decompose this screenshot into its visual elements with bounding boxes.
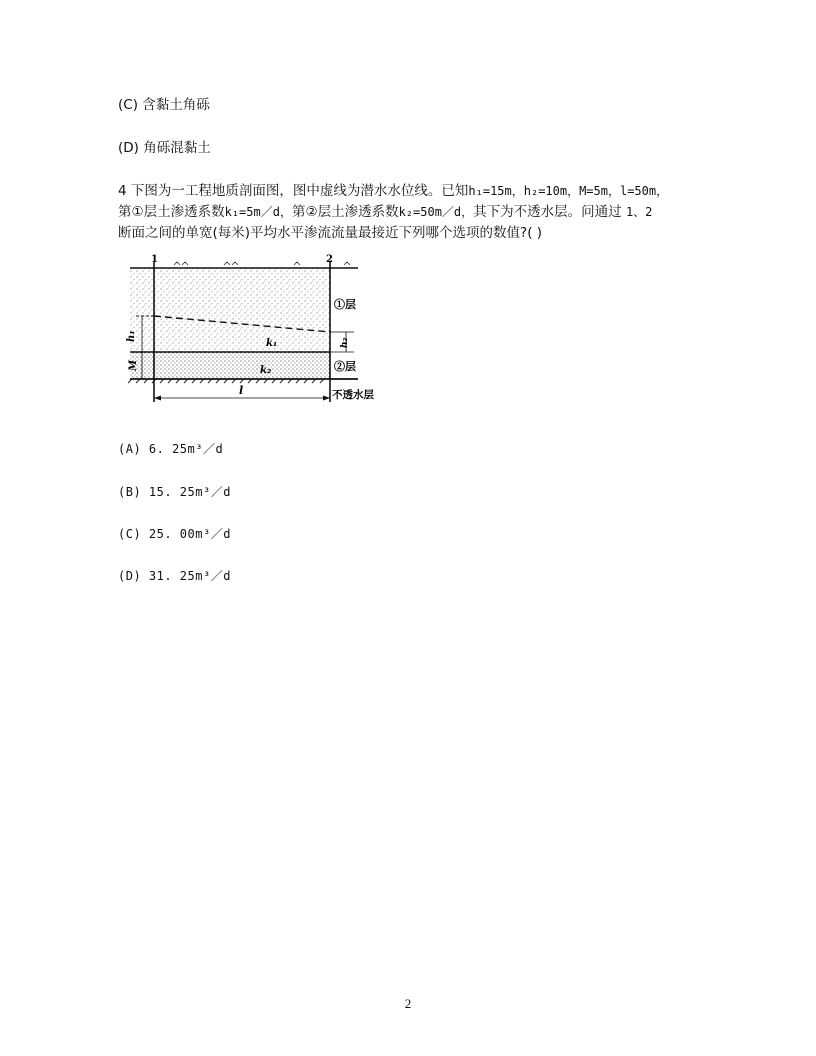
option-b: (B) 15. 25m³／d [118,485,231,499]
grass-marks [174,262,350,265]
impervious-label: 不透水层 [332,389,374,401]
question-text-2d: k₂=50m／d， [398,205,474,219]
question-text-2a: 第①层土渗透系数 [118,204,225,220]
layer-2-fill [130,352,330,379]
geologic-section-figure [124,252,394,412]
page-number: 2 [404,996,412,1011]
option-d-prev: (D) 角砾混黏土 [118,140,211,156]
option-c-prev: (C) 含黏土角砾 [118,97,210,113]
question-text-2e: 其下为不透水层。问通过 [473,204,622,220]
k1-label: k₁ [266,338,278,349]
question-text-2c: 第②层土渗透系数 [291,204,399,220]
m-label: M [128,359,139,371]
question-number: 4 [118,183,127,199]
layer-2-label: ②层 [334,360,356,373]
option-c: (C) 25. 00m³／d [118,527,231,541]
option-d: (D) 31. 25m³／d [118,569,231,583]
l-label: l [239,384,244,397]
h2-label: h₂ [340,337,350,348]
question-text-1b: h₁=15m，h₂=10m，M=5m，l=50m， [468,184,669,198]
question-text-1a: 下图为一工程地质剖面图，图中虚线为潜水水位线。已知 [130,183,469,199]
layer-1-fill [130,268,330,352]
section-1-label: 1 [151,254,158,265]
question-text-2f: 1、2 [625,205,653,219]
k2-label: k₂ [260,365,272,376]
question-text-2b: k₁=5m／d， [224,205,292,219]
section-2-label: 2 [326,254,333,265]
layer-1-label: ①层 [334,298,356,311]
option-a: (A) 6. 25m³／d [118,442,224,456]
h1-label: h₁ [126,330,137,342]
question-line-1 [118,181,698,202]
question-4 [118,181,698,244]
question-line-3: 断面之间的单宽(每米)平均水平渗流流量最接近下列哪个选项的数值?( ) [118,225,543,241]
question-line-2 [118,202,698,223]
